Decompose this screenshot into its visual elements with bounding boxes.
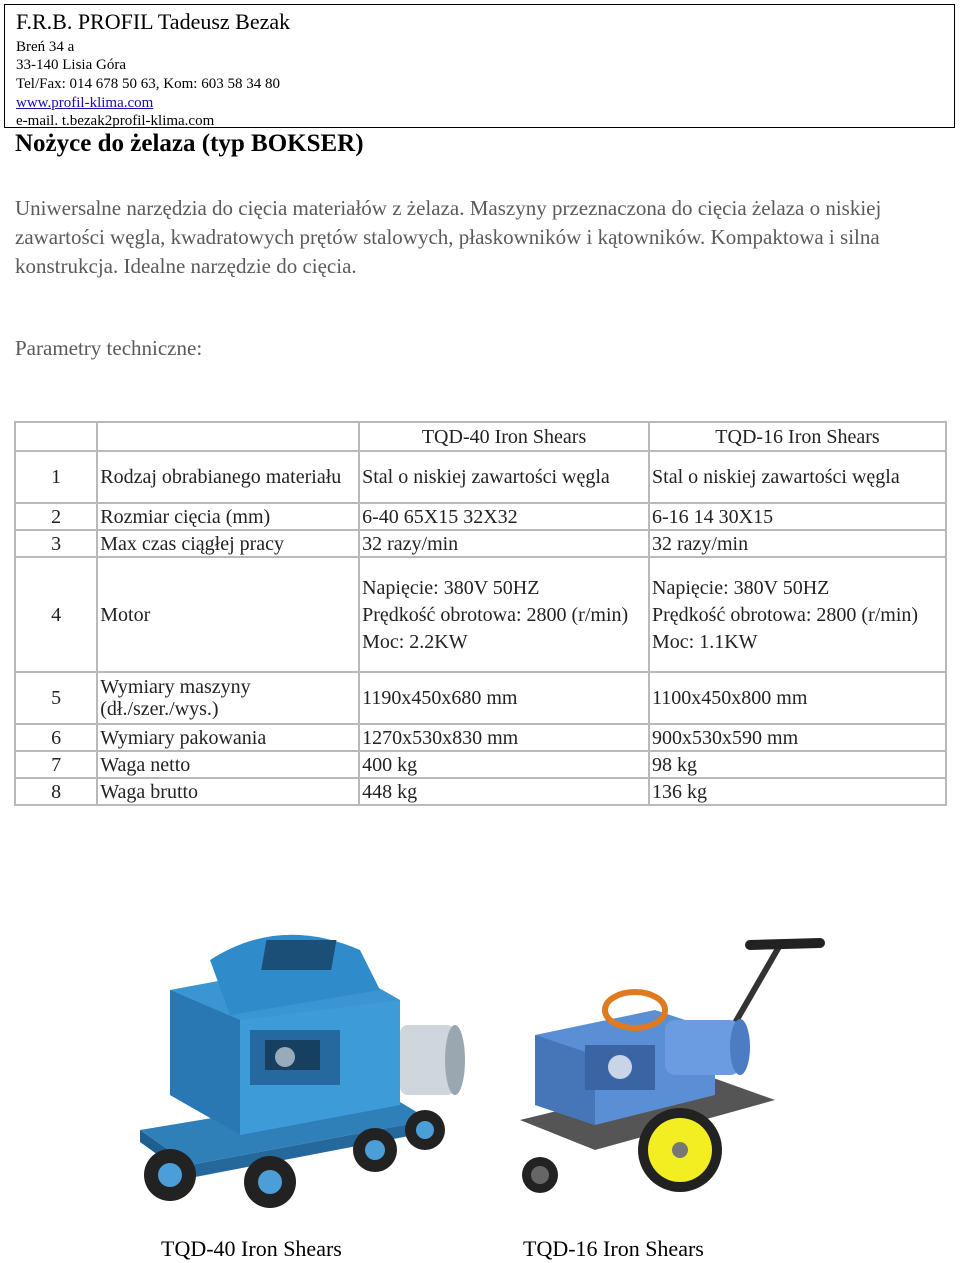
table-row: 4 Motor Napięcie: 380V 50HZ Prędkość obrotowa: 2800 (r/min) Moc: 2.2KW Napięcie: 380V 50HZ Prędkość obrotowa: 2800 (r/min) Moc: 1.1KW [15, 557, 946, 672]
motor-voltage: Napięcie: 380V 50HZ [652, 576, 830, 599]
motor-speed: Prędkość obrotowa: 2800 (r/min) [652, 603, 919, 626]
address-line-2: 33-140 Lisia Góra [16, 57, 126, 73]
table-row: 1 Rodzaj obrabianego materiału Stal o niskiej zawartości węgla Stal o niskiej zawartości węgla [15, 451, 946, 503]
motor-voltage: Napięcie: 380V 50HZ [362, 576, 540, 599]
tqd40-machine-image [130, 920, 475, 1220]
phone-line: Tel/Fax: 014 678 50 63, Kom: 603 58 34 80 [16, 76, 280, 92]
table-row: 3 Max czas ciągłej pracy 32 razy/min 32 razy/min [15, 530, 946, 557]
table-row: 5 Wymiary maszyny (dł./szer./wys.) 1190x450x680 mm 1100x450x800 mm [15, 672, 946, 724]
page-title: Nożyce do żelaza (typ BOKSER) [15, 130, 364, 157]
website-link[interactable]: www.profil-klima.com [16, 95, 154, 111]
motor-speed: Prędkość obrotowa: 2800 (r/min) [362, 603, 629, 626]
table-row: 7 Waga netto 400 kg 98 kg [15, 751, 946, 778]
motor-power: Moc: 1.1KW [652, 630, 758, 653]
product-description: Uniwersalne narzędzia do cięcia materiałów z żelaza. Maszyny przeznaczona do cięcia żelaza o niskiej zawartości węgla, kwadratowych prętów stalowych, płaskowników i kątowników. Kompaktowa i silna konstrukcja. Idealne narzędzie do cięcia. [15, 196, 882, 278]
spec-table [14, 421, 947, 806]
table-row: 8 Waga brutto 448 kg 136 kg [15, 778, 946, 805]
company-header [4, 4, 955, 128]
email-line: e-mail. t.bezak2profil-klima.com [16, 113, 215, 129]
column-header-tqd16: TQD-16 Iron Shears [649, 422, 946, 451]
address-line-1: Breń 34 a [16, 39, 75, 55]
params-heading: Parametry techniczne: [15, 336, 203, 360]
column-header-tqd40: TQD-40 Iron Shears [359, 422, 649, 451]
table-header-row [15, 422, 946, 451]
caption-tqd40: TQD-40 Iron Shears [161, 1236, 342, 1261]
table-row: 2 Rozmiar cięcia (mm) 6-40 65X15 32X32 6-16 14 30X15 [15, 503, 946, 530]
company-name: F.R.B. PROFIL Tadeusz Bezak [16, 9, 291, 34]
tqd16-machine-image [515, 925, 845, 1215]
motor-power: Moc: 2.2KW [362, 630, 468, 653]
table-row: 6 Wymiary pakowania 1270x530x830 mm 900x530x590 mm [15, 724, 946, 751]
caption-tqd16: TQD-16 Iron Shears [523, 1236, 704, 1261]
